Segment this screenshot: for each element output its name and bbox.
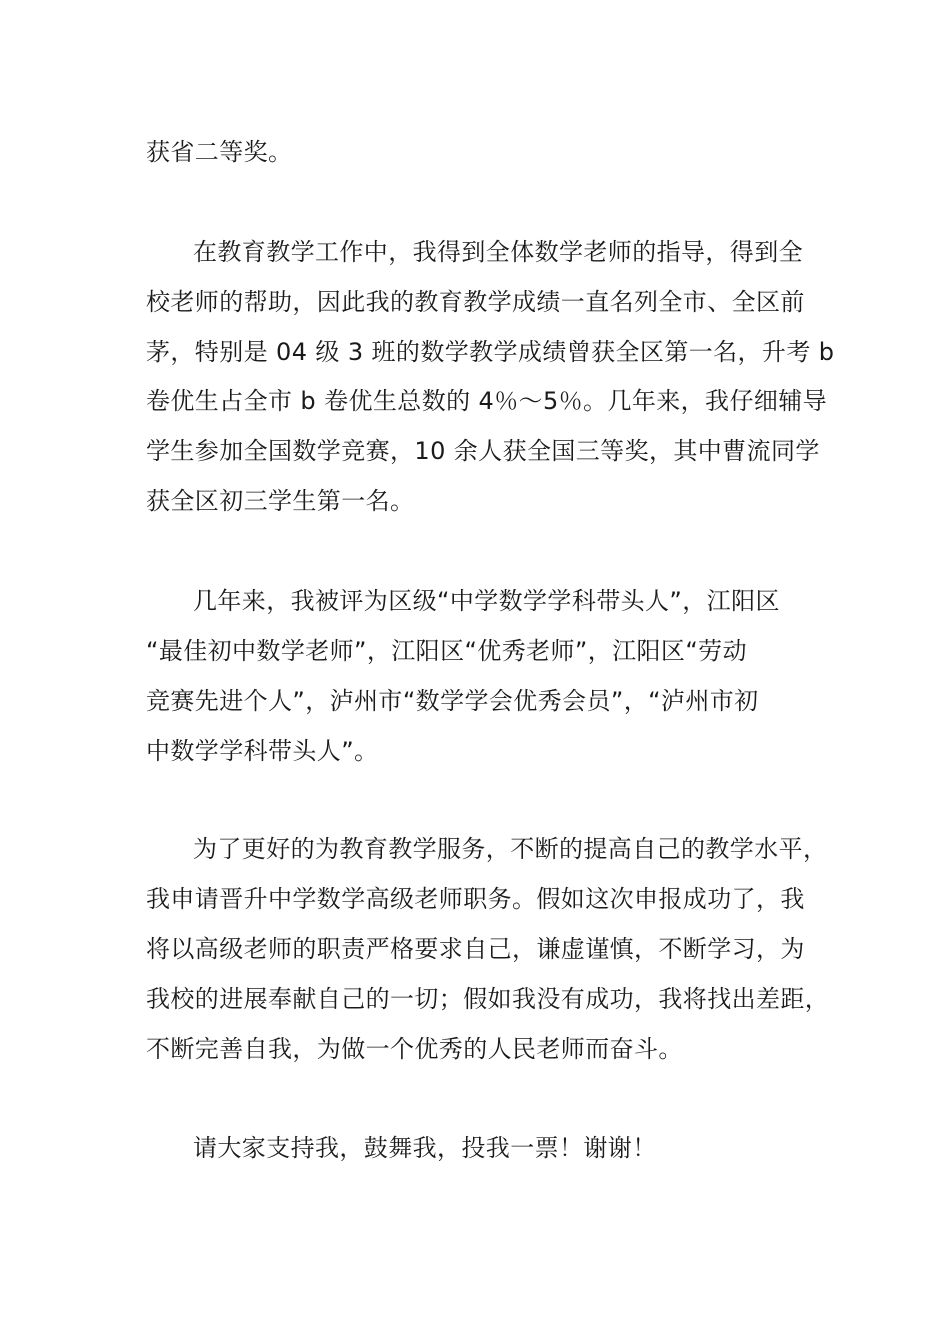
paragraph-line: 我校的进展奉献自己的一切；假如我没有成功，我将找出差距，	[146, 985, 830, 1013]
paragraph-line: 学生参加全国数学竞赛，10 余人获全国三等奖，其中曹流同学	[146, 437, 820, 465]
paragraph-line: 校老师的帮助，因此我的教育教学成绩一直名列全市、全区前	[146, 288, 805, 316]
paragraph-line: 中数学学科带头人”。	[146, 737, 379, 765]
paragraph-line: 茅，特别是 04 级 3 班的数学教学成绩曾获全区第一名，升考 b	[146, 338, 835, 366]
paragraph-line: 为了更好的为教育教学服务，不断的提高自己的教学水平，	[193, 835, 828, 863]
paragraph-line: 卷优生占全市 b 卷优生总数的 4％～5％。几年来，我仔细辅导	[146, 387, 828, 415]
paragraph-line: “最佳初中数学老师”，江阳区“优秀老师”，江阳区“劳动	[146, 637, 747, 665]
paragraph-line: 竞赛先进个人”，泸州市“数学学会优秀会员”，“泸州市初	[146, 687, 759, 715]
paragraph-line: 不断完善自我，为做一个优秀的人民老师而奋斗。	[146, 1035, 683, 1063]
paragraph-line: 几年来，我被评为区级“中学数学学科带头人”，江阳区	[193, 587, 780, 615]
paragraph-line: 将以高级老师的职责严格要求自己，谦虚谨慎，不断学习，为	[146, 935, 805, 963]
paragraph-line: 在教育教学工作中，我得到全体数学老师的指导，得到全	[193, 238, 803, 266]
paragraph-line: 我申请晋升中学数学高级老师职务。假如这次申报成功了，我	[146, 885, 805, 913]
paragraph-line: 获省二等奖。	[146, 138, 293, 166]
paragraph-line: 请大家支持我，鼓舞我，投我一票！谢谢！	[193, 1134, 657, 1162]
paragraph-line: 获全区初三学生第一名。	[146, 487, 415, 515]
